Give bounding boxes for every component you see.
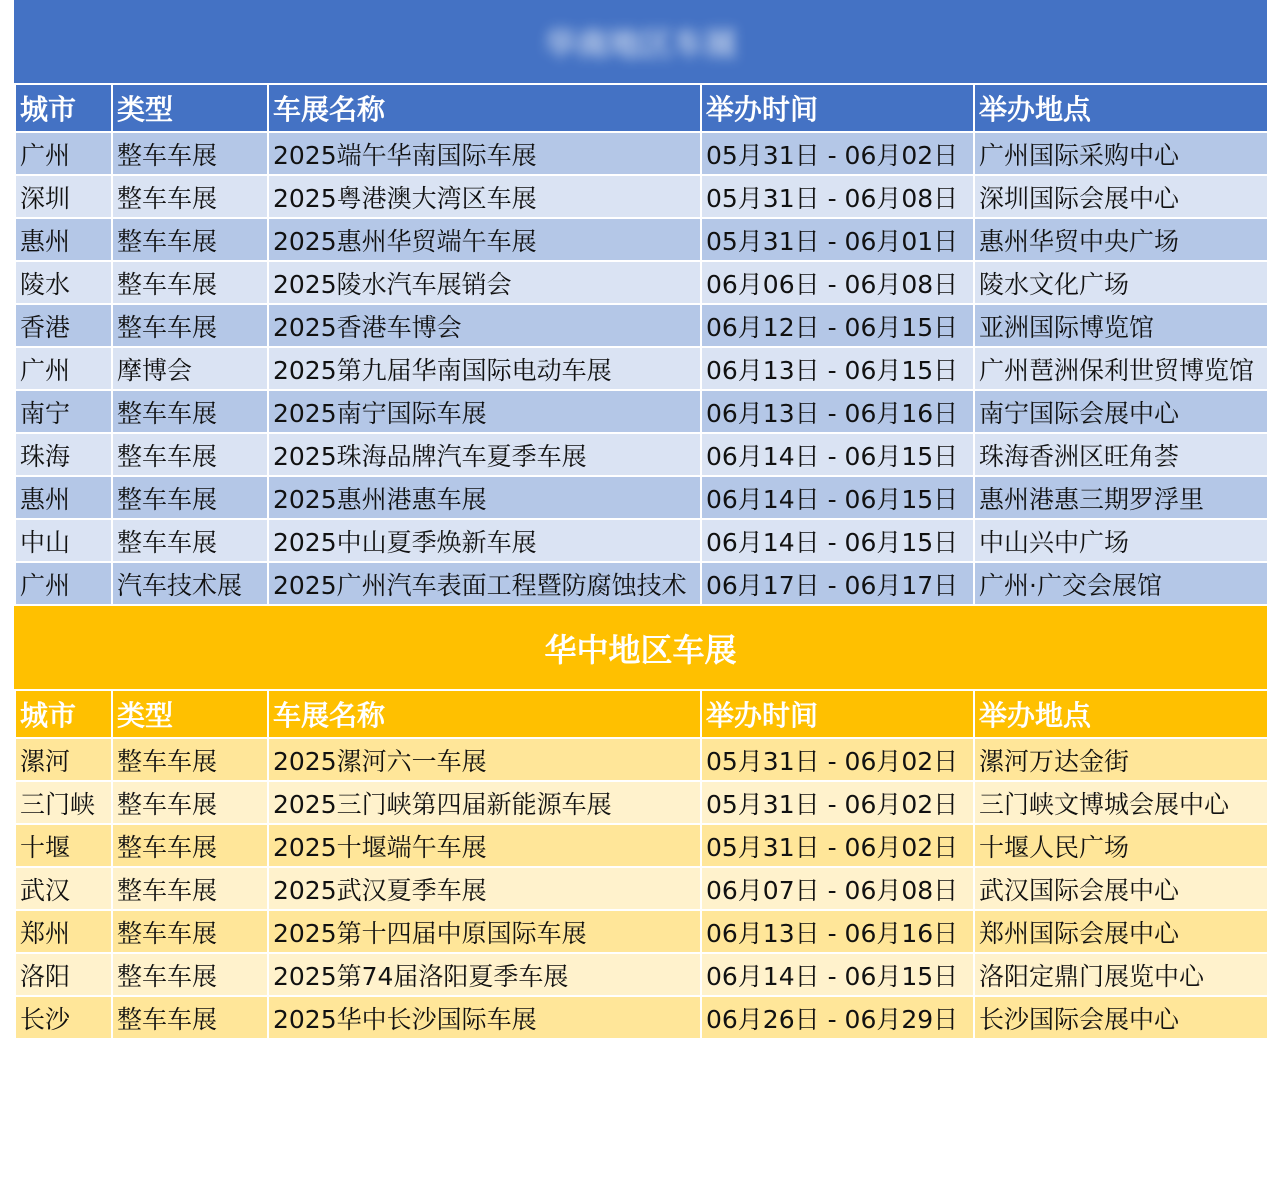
cell-show-name: 2025中山夏季焕新车展 — [268, 519, 701, 562]
table-row — [15, 261, 1268, 304]
cell-dates: 05月31日 - 06月02日 — [701, 781, 974, 824]
cell-venue: 南宁国际会展中心 — [974, 390, 1268, 433]
cell-venue: 武汉国际会展中心 — [974, 867, 1268, 910]
cell-city: 郑州 — [15, 910, 112, 953]
cell-venue: 三门峡文博城会展中心 — [974, 781, 1268, 824]
cell-show-name: 2025漯河六一车展 — [268, 738, 701, 781]
cell-show-name: 2025第九届华南国际电动车展 — [268, 347, 701, 390]
cell-type: 整车车展 — [112, 996, 268, 1039]
south-table-body — [15, 132, 1268, 605]
schedule-sheet — [14, 0, 1267, 1040]
cell-venue: 洛阳定鼎门展览中心 — [974, 953, 1268, 996]
cell-dates: 05月31日 - 06月01日 — [701, 218, 974, 261]
table-row — [15, 910, 1268, 953]
cell-dates: 06月17日 - 06月17日 — [701, 562, 974, 605]
header-show-name: 车展名称 — [268, 690, 701, 738]
table-row — [15, 304, 1268, 347]
central-header-row — [15, 690, 1268, 738]
cell-city: 长沙 — [15, 996, 112, 1039]
header-dates: 举办时间 — [701, 84, 974, 132]
cell-type: 整车车展 — [112, 910, 268, 953]
cell-type: 整车车展 — [112, 519, 268, 562]
cell-dates: 05月31日 - 06月02日 — [701, 132, 974, 175]
table-row — [15, 347, 1268, 390]
header-dates: 举办时间 — [701, 690, 974, 738]
cell-venue: 漯河万达金街 — [974, 738, 1268, 781]
cell-type: 整车车展 — [112, 390, 268, 433]
header-type: 类型 — [112, 84, 268, 132]
cell-venue: 陵水文化广场 — [974, 261, 1268, 304]
cell-show-name: 2025陵水汽车展销会 — [268, 261, 701, 304]
cell-city: 十堰 — [15, 824, 112, 867]
cell-type: 整车车展 — [112, 476, 268, 519]
table-row — [15, 867, 1268, 910]
cell-dates: 06月14日 - 06月15日 — [701, 519, 974, 562]
cell-type: 整车车展 — [112, 218, 268, 261]
cell-city: 陵水 — [15, 261, 112, 304]
cell-show-name: 2025南宁国际车展 — [268, 390, 701, 433]
cell-dates: 06月07日 - 06月08日 — [701, 867, 974, 910]
cell-venue: 广州国际采购中心 — [974, 132, 1268, 175]
cell-show-name: 2025第74届洛阳夏季车展 — [268, 953, 701, 996]
header-city: 城市 — [15, 690, 112, 738]
cell-dates: 06月06日 - 06月08日 — [701, 261, 974, 304]
cell-type: 整车车展 — [112, 261, 268, 304]
cell-type: 整车车展 — [112, 304, 268, 347]
cell-dates: 06月14日 - 06月15日 — [701, 953, 974, 996]
cell-dates: 06月12日 - 06月15日 — [701, 304, 974, 347]
cell-city: 惠州 — [15, 218, 112, 261]
table-row — [15, 433, 1268, 476]
cell-type: 整车车展 — [112, 953, 268, 996]
cell-dates: 06月26日 - 06月29日 — [701, 996, 974, 1039]
cell-venue: 广州·广交会展馆 — [974, 562, 1268, 605]
cell-dates: 06月13日 - 06月16日 — [701, 910, 974, 953]
south-section-title — [14, 0, 1267, 83]
cell-dates: 06月14日 - 06月15日 — [701, 476, 974, 519]
cell-show-name: 2025十堰端午车展 — [268, 824, 701, 867]
cell-city: 香港 — [15, 304, 112, 347]
cell-type: 汽车技术展 — [112, 562, 268, 605]
south-title-text: 华南地区车展 — [544, 24, 737, 63]
cell-city: 深圳 — [15, 175, 112, 218]
cell-venue: 深圳国际会展中心 — [974, 175, 1268, 218]
cell-city: 南宁 — [15, 390, 112, 433]
cell-venue: 中山兴中广场 — [974, 519, 1268, 562]
cell-city: 广州 — [15, 347, 112, 390]
central-title-text: 华中地区车展 — [544, 630, 737, 669]
cell-city: 洛阳 — [15, 953, 112, 996]
cell-dates: 06月14日 - 06月15日 — [701, 433, 974, 476]
cell-venue: 长沙国际会展中心 — [974, 996, 1268, 1039]
header-venue: 举办地点 — [974, 690, 1268, 738]
cell-show-name: 2025粤港澳大湾区车展 — [268, 175, 701, 218]
cell-type: 整车车展 — [112, 132, 268, 175]
table-row — [15, 218, 1268, 261]
central-table-body — [15, 738, 1268, 1039]
cell-show-name: 2025华中长沙国际车展 — [268, 996, 701, 1039]
header-show-name: 车展名称 — [268, 84, 701, 132]
cell-dates: 06月13日 - 06月16日 — [701, 390, 974, 433]
header-type: 类型 — [112, 690, 268, 738]
cell-show-name: 2025惠州华贸端午车展 — [268, 218, 701, 261]
table-row — [15, 996, 1268, 1039]
cell-venue: 惠州华贸中央广场 — [974, 218, 1268, 261]
cell-type: 整车车展 — [112, 175, 268, 218]
cell-dates: 06月13日 - 06月15日 — [701, 347, 974, 390]
cell-city: 三门峡 — [15, 781, 112, 824]
cell-show-name: 2025广州汽车表面工程暨防腐蚀技术 — [268, 562, 701, 605]
south-header-row — [15, 84, 1268, 132]
cell-venue: 广州琶洲保利世贸博览馆 — [974, 347, 1268, 390]
cell-type: 摩博会 — [112, 347, 268, 390]
table-row — [15, 390, 1268, 433]
cell-city: 漯河 — [15, 738, 112, 781]
cell-city: 珠海 — [15, 433, 112, 476]
cell-dates: 05月31日 - 06月02日 — [701, 824, 974, 867]
south-table — [14, 83, 1269, 606]
cell-venue: 珠海香洲区旺角荟 — [974, 433, 1268, 476]
cell-type: 整车车展 — [112, 433, 268, 476]
cell-venue: 惠州港惠三期罗浮里 — [974, 476, 1268, 519]
cell-city: 中山 — [15, 519, 112, 562]
table-row — [15, 562, 1268, 605]
cell-show-name: 2025香港车博会 — [268, 304, 701, 347]
header-venue: 举办地点 — [974, 84, 1268, 132]
table-row — [15, 175, 1268, 218]
central-table — [14, 689, 1269, 1040]
table-row — [15, 738, 1268, 781]
cell-dates: 05月31日 - 06月02日 — [701, 738, 974, 781]
table-row — [15, 781, 1268, 824]
cell-city: 广州 — [15, 562, 112, 605]
cell-show-name: 2025惠州港惠车展 — [268, 476, 701, 519]
cell-city: 广州 — [15, 132, 112, 175]
cell-venue: 十堰人民广场 — [974, 824, 1268, 867]
table-row — [15, 476, 1268, 519]
table-row — [15, 519, 1268, 562]
cell-type: 整车车展 — [112, 867, 268, 910]
cell-show-name: 2025武汉夏季车展 — [268, 867, 701, 910]
cell-city: 惠州 — [15, 476, 112, 519]
table-row — [15, 824, 1268, 867]
cell-type: 整车车展 — [112, 781, 268, 824]
cell-city: 武汉 — [15, 867, 112, 910]
cell-venue: 亚洲国际博览馆 — [974, 304, 1268, 347]
cell-type: 整车车展 — [112, 738, 268, 781]
cell-show-name: 2025第十四届中原国际车展 — [268, 910, 701, 953]
cell-type: 整车车展 — [112, 824, 268, 867]
central-section-title — [14, 606, 1267, 689]
cell-dates: 05月31日 - 06月08日 — [701, 175, 974, 218]
table-row — [15, 132, 1268, 175]
cell-show-name: 2025三门峡第四届新能源车展 — [268, 781, 701, 824]
header-city: 城市 — [15, 84, 112, 132]
table-row — [15, 953, 1268, 996]
cell-venue: 郑州国际会展中心 — [974, 910, 1268, 953]
cell-show-name: 2025珠海品牌汽车夏季车展 — [268, 433, 701, 476]
cell-show-name: 2025端午华南国际车展 — [268, 132, 701, 175]
